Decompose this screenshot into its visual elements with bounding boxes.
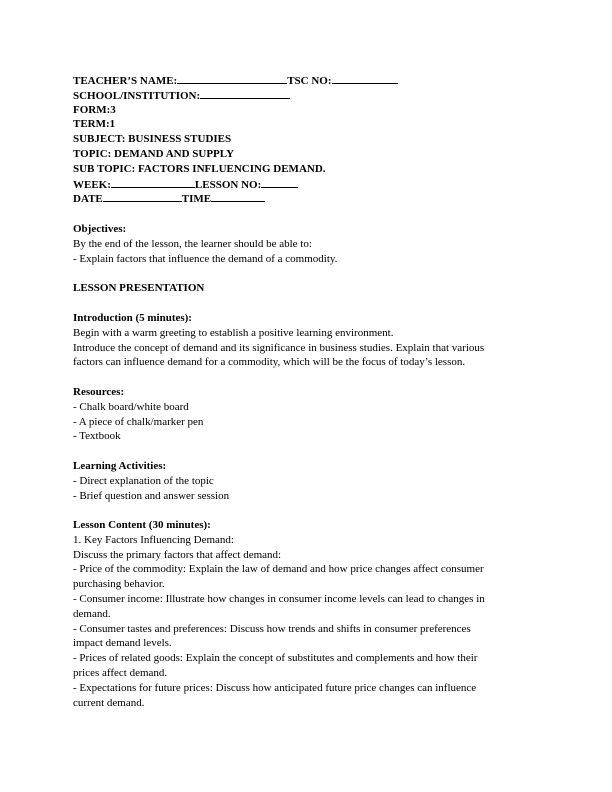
subject: SUBJECT: BUSINESS STUDIES: [73, 133, 232, 146]
objectives-line: By the end of the lesson, the learner should be able to:: [73, 237, 312, 250]
content-line: impact demand levels.: [73, 637, 172, 650]
week-label: WEEK:: [73, 178, 111, 191]
objectives-section: [73, 222, 543, 266]
resource-item: - Chalk board/white board: [73, 400, 189, 413]
activity-item: - Direct explanation of the topic: [73, 474, 214, 487]
learning-activities-section: [73, 459, 543, 503]
resource-item: - A piece of chalk/marker pen: [73, 415, 204, 428]
content-line: Discuss the primary factors that affect demand:: [73, 548, 282, 561]
week-field[interactable]: [111, 177, 195, 188]
content-line: - Price of the commodity: Explain the law of demand and how price changes affect consumer: [73, 563, 484, 576]
introduction-section: [73, 311, 543, 370]
content-line: current demand.: [73, 696, 145, 709]
school-field[interactable]: [200, 88, 290, 99]
objectives-line: - Explain factors that influence the demand of a commodity.: [73, 252, 338, 265]
lesson-presentation-text: LESSON PRESENTATION: [73, 282, 205, 294]
topic: TOPIC: DEMAND AND SUPPLY: [73, 147, 235, 160]
introduction-line: Begin with a warm greeting to establish a positive learning environment.: [73, 326, 394, 339]
sub-topic: SUB TOPIC: FACTORS INFLUENCING DEMAND.: [73, 162, 326, 175]
school-label: SCHOOL/INSTITUTION:: [73, 89, 201, 102]
learning-activities-heading: Learning Activities:: [73, 460, 167, 472]
content-line: prices affect demand.: [73, 666, 168, 679]
tsc-no-label: TSC NO:: [287, 75, 332, 87]
date-label: DATE: [73, 193, 103, 206]
teacher-name-field[interactable]: [177, 73, 287, 84]
content-line: - Consumer tastes and preferences: Discuss how trends and shifts in consumer preferences: [73, 622, 471, 635]
lesson-presentation-heading: [73, 281, 543, 296]
resources-heading: Resources:: [73, 386, 125, 398]
content-line: purchasing behavior.: [73, 578, 165, 591]
teacher-name-label: TEACHER’S NAME:: [73, 75, 178, 87]
lesson-no-label: LESSON NO:: [194, 178, 262, 191]
introduction-line: factors can influence demand for a commodity, which will be the focus of today’s lesson.: [73, 356, 466, 369]
introduction-heading: Introduction (5 minutes):: [73, 312, 192, 324]
tsc-no-field[interactable]: [332, 73, 398, 84]
objectives-heading: Objectives:: [73, 223, 127, 235]
time-label: TIME: [181, 193, 212, 206]
header-block: [73, 73, 543, 206]
content-line: 1. Key Factors Influencing Demand:: [73, 533, 234, 546]
introduction-line: Introduce the concept of demand and its significance in business studies. Explain that various: [73, 341, 485, 354]
lesson-content-section: [73, 518, 543, 710]
resources-section: [73, 385, 543, 444]
content-line: - Expectations for future prices: Discuss how anticipated future price changes can influence: [73, 681, 477, 694]
time-field[interactable]: [211, 191, 265, 202]
activity-item: - Brief question and answer session: [73, 489, 230, 502]
resource-item: - Textbook: [73, 430, 121, 443]
date-field[interactable]: [103, 191, 182, 202]
lesson-no-field[interactable]: [261, 177, 298, 188]
lesson-content-heading: Lesson Content (30 minutes):: [73, 519, 211, 531]
content-line: - Consumer income: Illustrate how changes in consumer income levels can lead to changes in: [73, 592, 485, 605]
content-line: - Prices of related goods: Explain the concept of substitutes and complements and how their: [73, 652, 478, 665]
form: FORM:3: [73, 103, 116, 116]
term: TERM:1: [73, 118, 116, 131]
content-line: demand.: [73, 607, 111, 620]
